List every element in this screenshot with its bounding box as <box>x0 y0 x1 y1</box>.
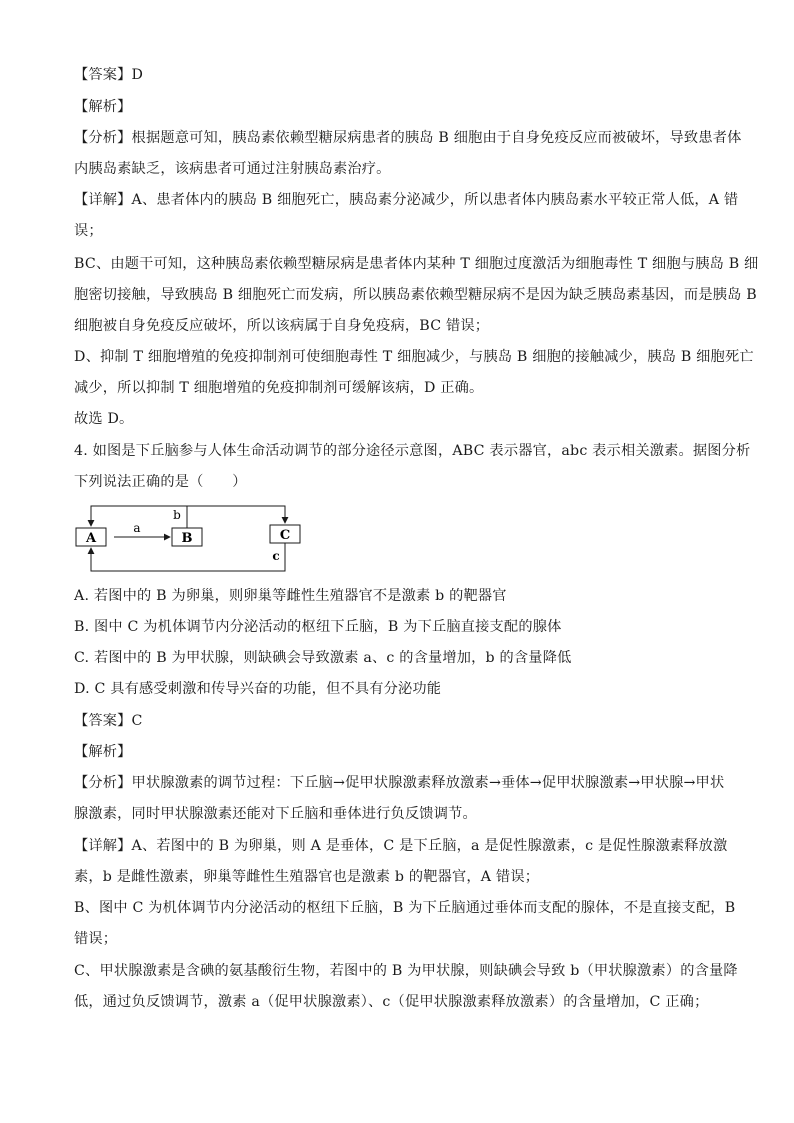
option-d: D. C 具有感受刺激和传导兴奋的功能，但不具有分泌功能 <box>74 681 442 697</box>
detail-c-line2: 低，通过负反馈调节，激素 a（促甲状腺激素）、c（促甲状腺激素释放激素）的含量增加，C 正确； <box>74 994 709 1010</box>
detail-bc-line2: 胞密切接触，导致胰岛 B 细胞死亡而发病，所以胰岛素依赖型糖尿病不是因为缺乏胰岛素基因，而是胰岛 B <box>74 287 757 303</box>
detail-text-q3-line1: 【详解】A、患者体内的胰岛 B 细胞死亡，胰岛素分泌减少，所以患者体内胰岛素水平较正常人低，A 错 <box>74 192 739 208</box>
option-a: A. 若图中的 B 为卵巢，则卵巢等雌性生殖器官不是激素 b 的靶器官 <box>74 588 507 604</box>
arrow-b-to-c <box>187 506 285 523</box>
detail-d-line1: D、抑制 T 细胞增殖的免疫抑制剂可使细胞毒性 T 细胞减少，与胰岛 B 细胞的接触减少，胰岛 B 细胞死亡 <box>74 349 754 365</box>
hormone-b-label: b <box>173 508 181 522</box>
detail-d-line2: 减少，所以抑制 T 细胞增殖的免疫抑制剂可缓解该病，D 正确。 <box>74 380 484 396</box>
conclusion-q3: 故选 D。 <box>74 411 134 427</box>
detail-b-line2: 错误； <box>74 931 118 947</box>
analysis-text-q3-line1: 【分析】根据题意可知，胰岛素依赖型糖尿病患者的胰岛 B 细胞由于自身免疫反应而被破坏，导致患者体 <box>74 130 742 146</box>
detail-a-line1: 【详解】A、若图中的 B 为卵巢，则 A 是垂体，C 是下丘脑，a 是促性腺激素，c 是促性腺激素释放激 <box>74 838 728 854</box>
option-b: B. 图中 C 为机体调节内分泌活动的枢纽下丘脑，B 为下丘脑直接支配的腺体 <box>74 619 562 635</box>
question4-stem-line2: 下列说法正确的是（ ） <box>74 474 247 490</box>
question4-stem-line1: 4. 如图是下丘脑参与人体生命活动调节的部分途径示意图，ABC 表示器官，abc 表示相关激素。据图分析 <box>74 443 751 459</box>
hormone-a-label: a <box>133 521 141 535</box>
hormone-c-label: c <box>272 549 280 563</box>
box-a-label: A <box>85 531 97 546</box>
detail-text-q3-line2: 误； <box>74 223 103 239</box>
detail-a-line2: 素，b 是雌性激素，卵巢等雌性生殖器官也是激素 b 的靶器官，A 错误； <box>74 869 540 885</box>
detail-bc-line1: BC、由题干可知，这种胰岛素依赖型糖尿病是患者体内某种 T 细胞过度激活为细胞毒性 T 细胞与胰岛 B 细 <box>74 256 759 272</box>
answer-line-q3: 【答案】D <box>74 67 144 83</box>
answer-line-q4: 【答案】C <box>74 713 143 729</box>
detail-bc-line3: 细胞被自身免疫反应破坏，所以该病属于自身免疫病，BC 错误； <box>74 318 490 334</box>
box-b-label: B <box>181 531 193 546</box>
analysis-heading-q3: 【解析】 <box>74 99 132 115</box>
analysis-text-q3-line2: 内胰岛素缺乏，该病患者可通过注射胰岛素治疗。 <box>74 161 391 177</box>
detail-b-line1: B、图中 C 为机体调节内分泌活动的枢纽下丘脑，B 为下丘脑通过垂体而支配的腺体，不是直接支配，B <box>74 900 736 916</box>
option-c: C. 若图中的 B 为甲状腺，则缺碘会导致激素 a、c 的含量增加，b 的含量降低 <box>74 650 572 666</box>
detail-c-line1: C、甲状腺激素是含碘的氨基酸衍生物，若图中的 B 为甲状腺，则缺碘会导致 b（甲状腺激素）的含量降 <box>74 963 738 979</box>
box-c-label: C <box>279 528 291 543</box>
arrow-c-to-a <box>91 543 285 571</box>
regulation-diagram <box>70 503 320 575</box>
analysis-heading-q4: 【解析】 <box>74 744 132 760</box>
analysis-text-q4-line1: 【分析】甲状腺激素的调节过程：下丘脑→促甲状腺激素释放激素→垂体→促甲状腺激素→甲状腺→甲状 <box>74 775 725 791</box>
analysis-text-q4-line2: 腺激素，同时甲状腺激素还能对下丘脑和垂体进行负反馈调节。 <box>74 806 477 822</box>
